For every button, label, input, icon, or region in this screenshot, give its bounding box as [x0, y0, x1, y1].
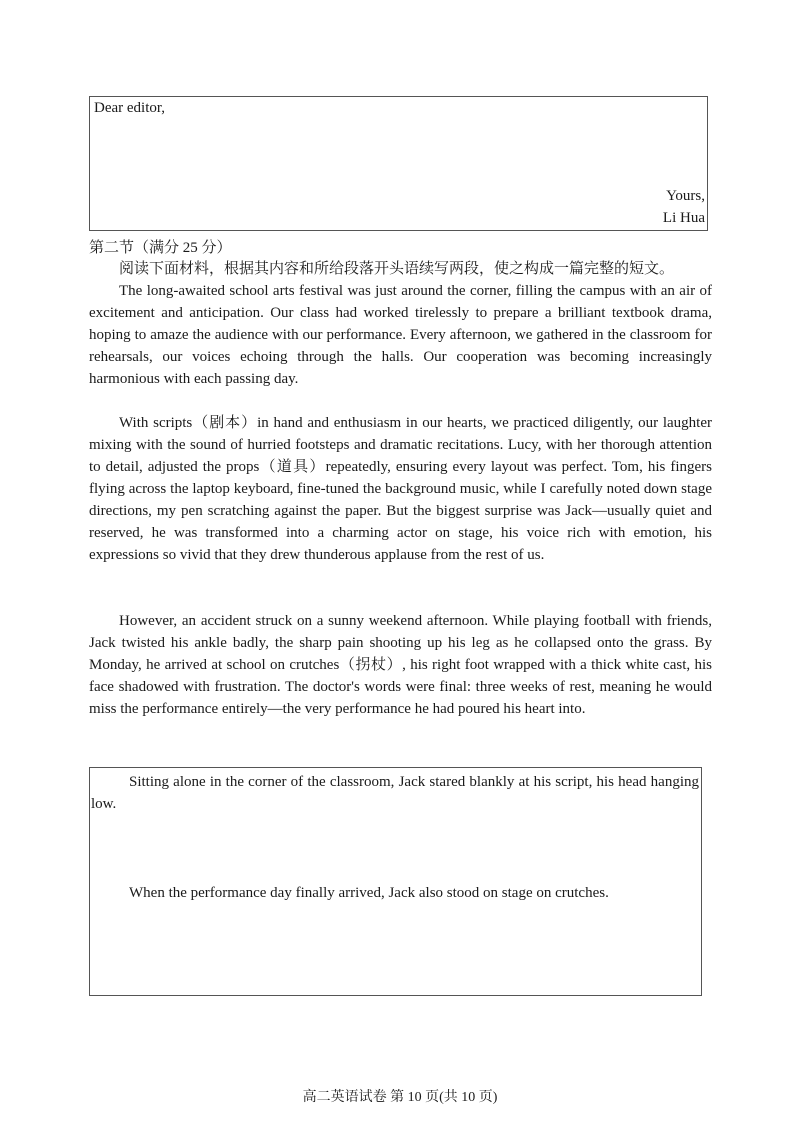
passage-paragraph-text: However, an accident struck on a sunny weekend afternoon. While playing football with friends, Jack twisted his ankle badly, the sharp pain shooting up his leg as he collapsed onto the grass. By Monday, he arrived at school on crutches（拐杖）, his right foot wrapped with a thick white cast, his face shadowed with frustration. The doctor's words were final: three weeks of rest, meaning he would miss the performance entirely—the very performance he had poured his heart into. — [89, 613, 712, 717]
continuation-answer-box[interactable] — [89, 767, 702, 996]
section-instruction: 阅读下面材料，根据其内容和所给段落开头语续写两段，使之构成一篇完整的短文。 — [119, 261, 675, 277]
continuation-starter-2: When the performance day finally arrived, Jack also stood on stage on crutches. — [129, 885, 609, 901]
letter-salutation: Dear editor, — [94, 100, 166, 116]
letter-answer-box[interactable] — [89, 96, 708, 231]
letter-closing-word: Yours, — [666, 188, 705, 204]
passage-paragraph — [89, 280, 712, 390]
passage-paragraph-text: The long-awaited school arts festival was just around the corner, filling the campus with an air of excitement and anticipation. Our class had worked tirelessly to prepare a brilliant textbook drama, hoping to amaze the audience with our performance. Every afternoon, we gathered in the classroom for rehearsals, our voices echoing through the halls. Our cooperation was becoming increasingly harmonious with each passing day. — [89, 283, 712, 387]
passage-paragraph-text: With scripts（剧本）in hand and enthusiasm in our hearts, we practiced diligently, our laughter mixing with the sound of hurried footsteps and dramatic recitations. Lucy, with her thorough attention to detail, adjusted the props（道具）repeatedly, ensuring every layout was perfect. Tom, his fingers flying across the laptop keyboard, fine-tuned the background music, while I carefully noted down stage directions, my pen scratching against the paper. But the biggest surprise was Jack—usually quiet and reserved, he was transformed into a charming actor on stage, his voice rich with emotion, his expressions so vivid that they drew thunderous applause from the rest of us. — [89, 415, 712, 563]
page-footer: 高二英语试卷 第 10 页(共 10 页) — [302, 1090, 498, 1105]
continuation-starter-1: Sitting alone in the corner of the classroom, Jack stared blankly at his script, his head hanging low. — [91, 774, 699, 812]
passage-paragraph — [89, 610, 712, 720]
section-heading: 第二节（满分 25 分） — [89, 240, 232, 256]
letter-signature: Li Hua — [662, 210, 705, 226]
passage-paragraph — [89, 412, 712, 566]
letter-closing — [663, 185, 705, 229]
